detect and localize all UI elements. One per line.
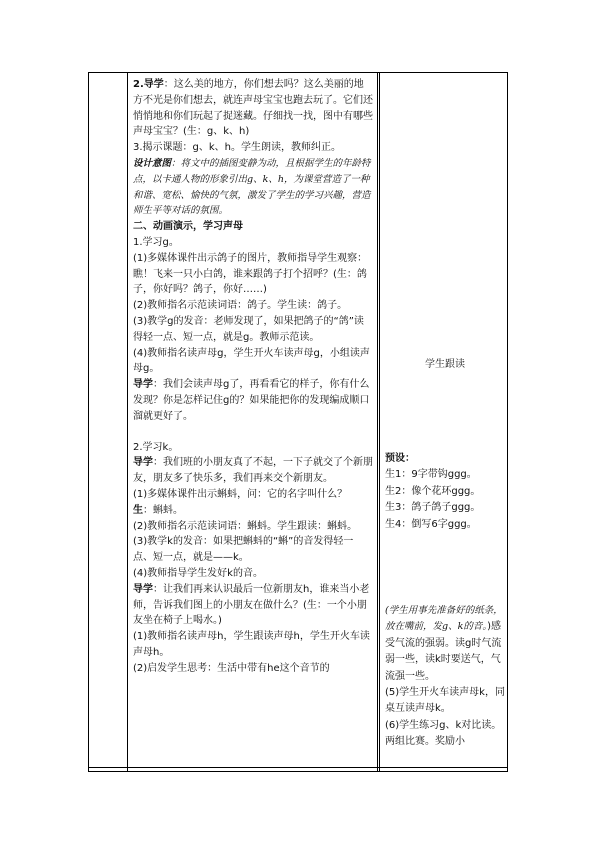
step-text: (2)教师指名示范读词语：鸽子。学生读：鸽子。 [133,300,348,312]
step-text: 导学：我们会读声母g了，再看看它的样子，你有什么发现？你是怎样记住g的？如果能把你的发现编成顺口溜就更好了。 [133,379,370,422]
row-divider [89,767,507,768]
step-text: (4)教师指名读声母g，学生开火车读声母g，小组读声母g。 [133,347,370,375]
column-divider-2 [377,73,378,771]
paragraph-topic: 3.揭示课题：g、k、h。学生朗读，教师纠正。 [133,142,342,154]
step-text: (1)教师指名读声母h，学生跟读声母h，学生开火车读声母h。 [133,631,370,658]
preset-answers: 预设： 生1：9字带钩ggg。 生2：像个花环ggg。 生3：鸽子鸽子ggg。 生4：倒写6字ggg。 [385,453,481,530]
student-activity-notes: (学生用事先准备好的纸条，放在嘴前，发g、k的音。)感受气流的强弱。读g时气流弱一些，读k时要送气，气流强一些。 (5)学生开火车读声母k，同桌互读声母k。 (6)学生练习g、k对比读。两组比赛。奖励小 [385,605,505,748]
column-divider-1 [127,73,128,771]
section-heading: 二、动画演示，学习声母 [133,221,243,233]
student-follow-note: 学生跟读 [425,359,465,370]
step-text: 导学：让我们再来认识最后一位新朋友h，谁来当小老师，告诉我们图上的小朋友在做什么？(生：一个小朋友坐在椅子上喝水。) [133,583,370,627]
lesson-table [88,72,508,772]
subsection-k: 2.学习k。 [133,441,179,453]
step-text: (3)教学k的发音：如果把蝌蚪的“蝌”的音发得轻一点、短一点，就是——k。 [133,536,354,564]
step-text: (1)多媒体课件出示鸽子的图片，教师指导学生观察：瞧！飞来一只小白鸽，谁来跟鸽子打个招呼？(生：鸽子，你好吗？鸽子，你好……) [133,252,368,296]
teacher-activity-column [133,77,373,676]
paragraph-guide-1: 2.导学：这么美的地方，你们想去吗？这么美丽的地方不光是你们想去，就连声母宝宝也跑去玩了。它们还悄悄地和你们玩起了捉迷藏。仔细找一找，图中有哪些声母宝宝？(生：g、k、h) [133,79,373,138]
step-text: 导学：我们班的小朋友真了不起，一下子就交了个新朋友，朋友多了快乐多，我们再来交个新朋友。 [133,457,373,485]
step-text: 生：蝌蚪。 [133,504,183,516]
subsection-g: 1.学习g。 [133,236,179,248]
step-text: (2)启发学生思考：生活中带有he这个音节的 [133,662,330,674]
step-text: (3)教学g的发音：老师发现了，如果把鸽子的“鸽”读得轻一点、短一点，就是g。教师示范读。 [133,315,364,343]
step-text: (2)教师指名示范读词语：蝌蚪。学生跟读：蝌蚪。 [133,520,358,532]
column-divider-3 [379,73,380,771]
step-text: (1)多媒体课件出示蝌蚪，问：它的名字叫什么？ [133,488,348,500]
design-intent: 设计意图：将文中的插图变静为动，且根据学生的年龄特点，以卡通人物的形象引出g、k、h，为课堂营造了一种和谐、宽松、愉快的气氛，激发了学生的学习兴趣，营造师生平等对话的氛围。 [133,157,371,217]
step-text: (4)教师指导学生发好k的音。 [133,567,263,579]
